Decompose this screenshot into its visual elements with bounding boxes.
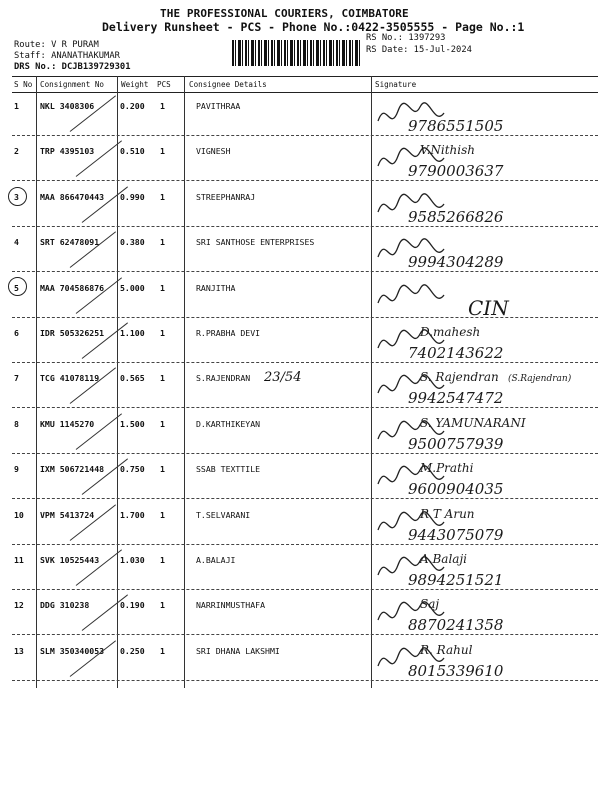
- table-top-rule: [12, 76, 598, 77]
- row-pcs: 1: [160, 373, 165, 384]
- row-consignment-no: KMU 1145270: [40, 418, 95, 429]
- rs-no-line: [366, 33, 445, 43]
- signature-area: [368, 638, 598, 683]
- row-consignee: VIGNESH: [196, 146, 231, 157]
- rs-no-value: 1397293: [408, 33, 446, 43]
- staff-label: Staff:: [14, 51, 46, 61]
- row-consignee: SRI SANTHOSE ENTERPRISES: [196, 237, 315, 248]
- row-weight: 0.750: [120, 464, 145, 475]
- row-weight: 0.990: [120, 191, 145, 202]
- signature-area: [368, 320, 598, 365]
- row-weight: 0.200: [120, 101, 145, 111]
- signature-phone: 8015339610: [408, 661, 504, 680]
- row-consignment-no: IXM 506721448: [40, 464, 105, 475]
- signature-scribble: [368, 411, 598, 456]
- row-sno: 4: [14, 237, 19, 248]
- row-sno: 7: [14, 373, 19, 384]
- signature-scribble: [368, 184, 598, 229]
- signature-phone: 9786551505: [408, 117, 504, 135]
- row-consignment-no: VPM 5413724: [40, 509, 95, 520]
- signature-area: [368, 275, 598, 320]
- row-pcs: 1: [160, 191, 165, 202]
- row-consignment-no: TCG 41078119: [40, 373, 100, 384]
- signature-scribble: [368, 229, 598, 274]
- drs-line: [14, 62, 131, 72]
- signature-scribble: [368, 275, 598, 320]
- row-consignment-no: NKL 3408306: [40, 101, 95, 111]
- row-consignee: NARRINMUSTHAFA: [196, 600, 266, 611]
- signature-scribble: [368, 93, 598, 138]
- row-pcs: 1: [160, 101, 165, 111]
- row-sno: 12: [14, 600, 24, 611]
- rs-date-label: RS Date:: [366, 45, 409, 55]
- signature-area: [368, 411, 598, 456]
- row-consignment-no: MAA 866470443: [40, 191, 105, 202]
- row-pcs: 1: [160, 328, 165, 338]
- route-value: V R PURAM: [51, 40, 99, 50]
- row-consignment-no: SLM 350340053: [40, 645, 105, 656]
- row-weight: 0.510: [120, 146, 145, 157]
- row-weight: 1.500: [120, 418, 145, 429]
- row-consignee: SSAB TEXTTILE: [196, 464, 261, 475]
- row-sno: 10: [14, 509, 24, 520]
- row-consignment-no: IDR 505326251: [40, 328, 105, 338]
- signature-name: S. YAMUNARANI: [420, 415, 526, 430]
- row-consignment-no: MAA 704586876: [40, 282, 105, 293]
- circled-sno-3: [8, 187, 27, 206]
- barcode: [232, 40, 360, 66]
- row-weight: 1.030: [120, 555, 145, 565]
- row-consignment-no: DDG 310238: [40, 600, 90, 611]
- row-consignee: R.PRABHA DEVI: [196, 328, 261, 338]
- row-consignment-no: SVK 10525443: [40, 555, 100, 565]
- signature-scribble: [368, 547, 598, 592]
- signature-phone: 7402143622: [408, 344, 504, 362]
- row-consignment-no: SRT 62478091: [40, 237, 100, 248]
- signature-phone: 9600904035: [408, 480, 504, 499]
- signature-name: R T Arun: [420, 506, 475, 521]
- row-pcs: 1: [160, 600, 165, 611]
- row-sno: 5: [14, 282, 19, 293]
- row-pcs: 1: [160, 237, 165, 248]
- row-weight: 5.000: [120, 282, 145, 293]
- rs-date-value: 15-Jul-2024: [413, 45, 472, 55]
- row-consignee: SRI DHANA LAKSHMI: [196, 645, 280, 656]
- row-consignee: T.SELVARANI: [196, 509, 251, 520]
- signature-name: Saj: [420, 597, 440, 612]
- signature-phone: 9443075079: [408, 525, 504, 544]
- signature-area: [368, 365, 598, 410]
- signature-name: V.Nithish: [420, 143, 475, 158]
- drs-value: DCJB139729301: [61, 62, 131, 72]
- signature-phone: 9790003637: [408, 162, 504, 181]
- col-header-consignment: Consignment No: [40, 80, 105, 89]
- staff-line: [14, 51, 120, 61]
- signature-name: D.mahesh: [420, 325, 481, 339]
- signature-phone: 9500757939: [408, 434, 504, 453]
- circled-sno-5: [8, 277, 27, 296]
- row-consignment-no: TRP 4395103: [40, 146, 95, 157]
- row-consignee: A.BALAJI: [196, 555, 236, 565]
- signature-stamp-text: (S.Rajendran): [508, 374, 572, 385]
- row-consignee: RANJITHA: [196, 282, 236, 293]
- signature-scribble: [368, 365, 598, 410]
- signature-area: [368, 502, 598, 547]
- drs-label: DRS No.:: [14, 62, 57, 72]
- signature-phone: 9942547472: [408, 389, 504, 408]
- row-sno: 9: [14, 464, 19, 475]
- signature-phone: 8870241358: [408, 616, 504, 635]
- row-sno: 11: [14, 555, 24, 565]
- row-consignee: STREEPHANRAJ: [196, 191, 256, 202]
- row-weight: 0.250: [120, 645, 145, 656]
- row-weight: 1.100: [120, 328, 145, 338]
- row-pcs: 1: [160, 555, 165, 565]
- rs-date-line: [366, 45, 472, 55]
- signature-name: M.Prathi: [420, 461, 474, 476]
- signature-area: [368, 229, 598, 274]
- row-weight: 0.380: [120, 237, 145, 248]
- signature-scribble: [368, 320, 598, 365]
- row-pcs: 1: [160, 282, 165, 293]
- signature-phone: 9894251521: [408, 571, 504, 589]
- row-sno: 6: [14, 328, 19, 338]
- col-divider: [184, 76, 185, 688]
- col-header-consignee: Consignee Details: [189, 80, 267, 89]
- signature-name: R. Rahul: [420, 642, 473, 657]
- row-pcs: 1: [160, 464, 165, 475]
- signature-area: [368, 138, 598, 183]
- handwritten-note: 23/54: [264, 370, 302, 385]
- signature-phone: 9994304289: [408, 253, 504, 272]
- row-pcs: 1: [160, 146, 165, 157]
- col-header-signature: Signature: [375, 80, 417, 89]
- row-sno: 1: [14, 101, 19, 111]
- rs-no-label: RS No.:: [366, 33, 404, 43]
- signature-phone: 9585266826: [408, 207, 504, 226]
- row-sno: 13: [14, 645, 24, 656]
- col-header-pcs: PCS: [157, 80, 171, 89]
- row-sno: 3: [14, 191, 19, 202]
- runsheet-subtitle: Delivery Runsheet - PCS - Phone No.:0422-3505555 - Page No.:1: [102, 20, 525, 34]
- signature-scribble: [368, 502, 598, 547]
- row-consignee: D.KARTHIKEYAN: [196, 418, 261, 429]
- staff-value: ANANATHAKUMAR: [51, 51, 120, 61]
- signature-area: [368, 592, 598, 637]
- row-consignee: PAVITHRAA: [196, 101, 241, 111]
- signature-scribble: [368, 456, 598, 501]
- signature-area: [368, 93, 598, 138]
- row-pcs: 1: [160, 645, 165, 656]
- col-header-sno: S No: [14, 80, 33, 89]
- signature-name: A.Balaji: [420, 552, 468, 566]
- signature-scribble: [368, 592, 598, 637]
- signature-scribble: [368, 138, 598, 183]
- row-sno: 2: [14, 146, 19, 157]
- signature-stroke: [378, 284, 444, 302]
- signature-area: [368, 547, 598, 592]
- route-line: [14, 40, 99, 50]
- signature-scribble: [368, 638, 598, 683]
- signature-area: [368, 184, 598, 229]
- row-pcs: 1: [160, 509, 165, 520]
- row-consignee: S.RAJENDRAN: [196, 373, 251, 384]
- row-weight: 0.565: [120, 373, 145, 384]
- route-label: Route:: [14, 40, 46, 50]
- col-divider: [117, 76, 118, 688]
- signature-name: S. Rajendran: [420, 370, 499, 385]
- col-header-weight: Weight: [121, 80, 149, 89]
- row-sno: 8: [14, 418, 19, 429]
- company-title: THE PROFESSIONAL COURIERS, COIMBATORE: [160, 7, 409, 20]
- col-divider: [36, 76, 37, 688]
- row-weight: 1.700: [120, 509, 145, 520]
- row-pcs: 1: [160, 418, 165, 429]
- signature-mark: CIN: [468, 295, 509, 320]
- signature-area: [368, 456, 598, 501]
- row-weight: 0.190: [120, 600, 145, 611]
